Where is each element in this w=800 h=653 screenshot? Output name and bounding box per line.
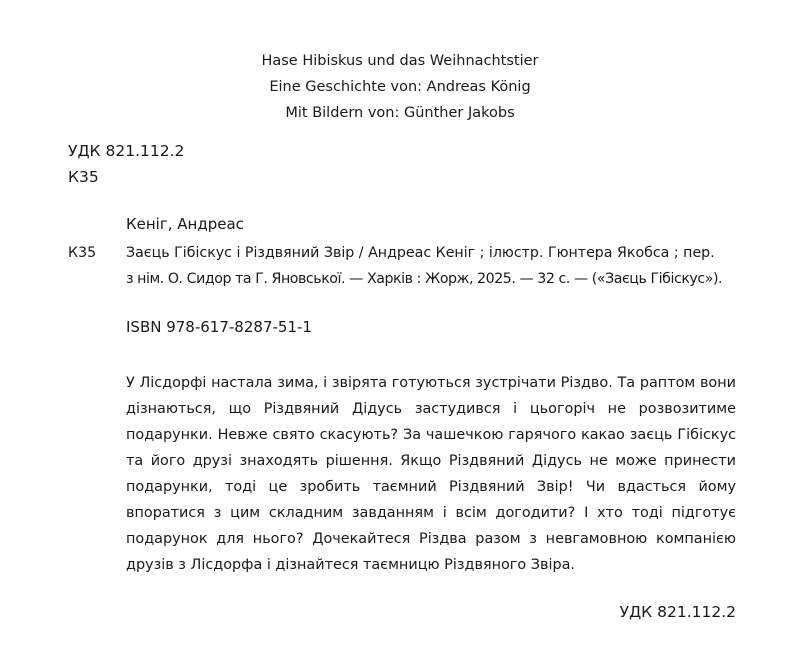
book-annotation: У Лісдорфі настала зима, і звірята готуються зустрічати Різдво. Та раптом вони дізнаються, що Різдвяний Дідусь застудився і цьогоріч не розвозитиме подарунки. Невже свято скасують? За чашечкою гарячого какао заєць Гібіскус та його друзі знаходять рішення. Якщо Різдвяний Дідусь не може принести подарунки, тоді це зробить таємний Різдвяний Звір! Чи вдасться йому впоратися з цим складним завданням і всім догодити? І хто тоді підготує подарунок для нього? Дочекайтеся Різдва разом з невгамовною компанією друзів з Лісдорфа і дізнайтеся таємницю Різдвяного Звіра. <box>126 375 736 573</box>
catalog-entry-text <box>126 240 748 292</box>
catalog-entry-line-2: з нім. О. Сидор та Г. Яновської. — Харків : Жорж, 2025. — 32 с. — («Заєць Гібіскус»). <box>126 271 723 287</box>
original-story-credit: Eine Geschichte von: Andreas König <box>269 79 531 95</box>
classification-block <box>68 138 184 190</box>
original-illustrator-credit: Mit Bildern von: Günther Jakobs <box>285 105 515 121</box>
catalog-entry-code: К35 <box>68 245 97 261</box>
catalog-author: Кеніг, Андреас <box>126 215 244 233</box>
catalog-entry-line-1: Заєць Гібіскус і Різдвяний Звір / Андреас Кеніг ; ілюстр. Гюнтера Якобса ; пер. <box>126 245 715 261</box>
catalog-entry <box>68 240 748 292</box>
isbn-number: ISBN 978-617-8287-51-1 <box>126 318 312 336</box>
author-mark: К35 <box>68 168 99 186</box>
original-edition-credits <box>0 48 800 126</box>
udk-code: УДК 821.112.2 <box>68 142 185 160</box>
original-title: Hase Hibiskus und das Weihnachtstier <box>261 53 539 69</box>
footer-udk-code: УДК 821.112.2 <box>619 603 736 621</box>
